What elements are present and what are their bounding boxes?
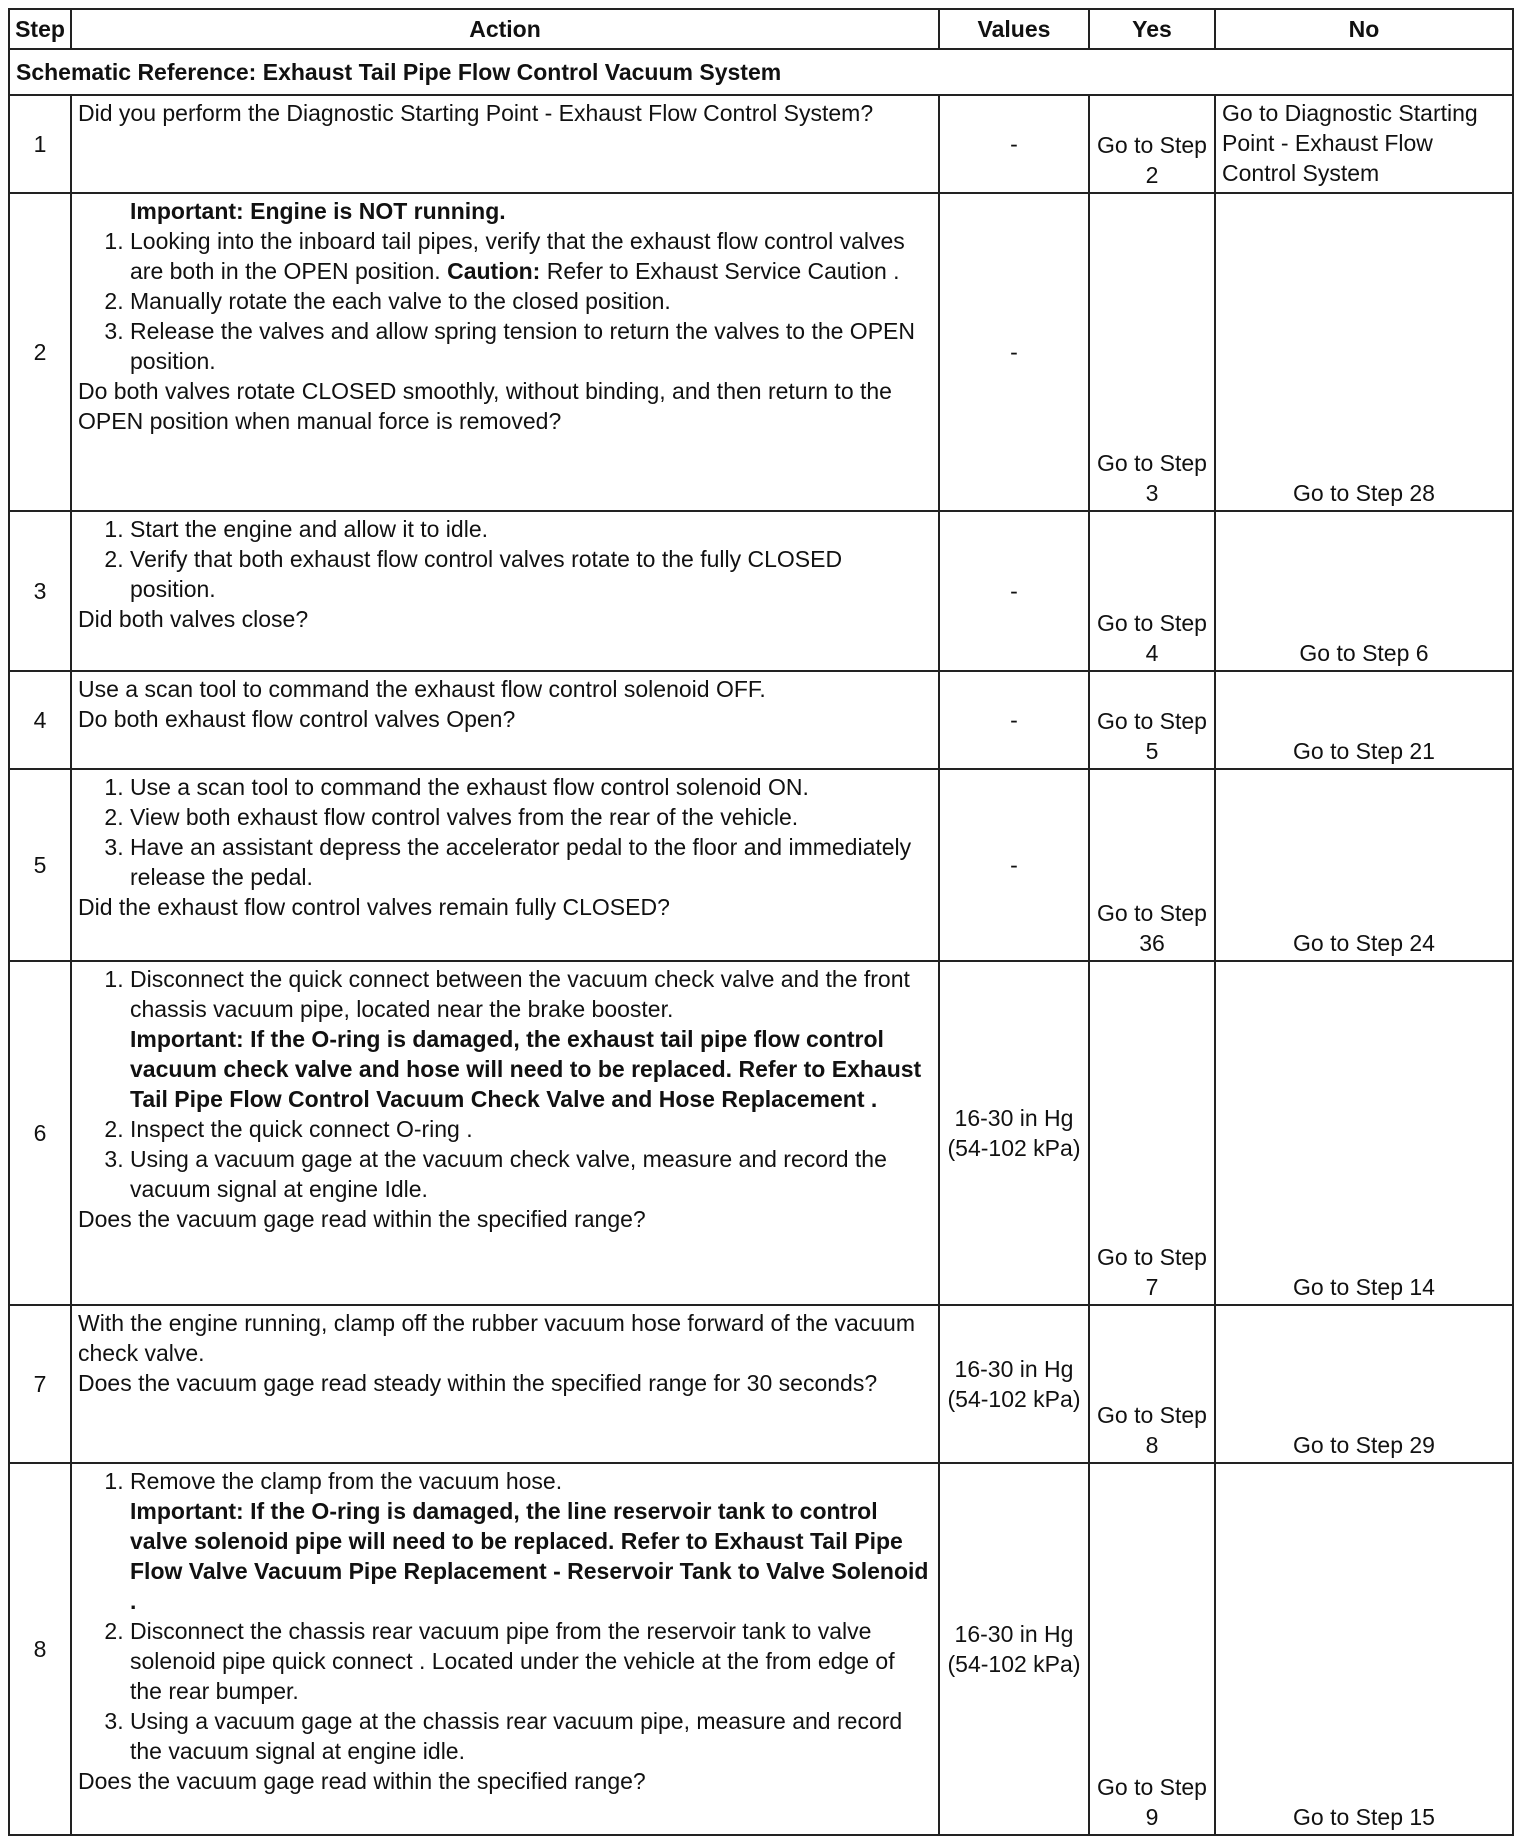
list-item: 2. Manually rotate the each valve to the closed position. bbox=[130, 286, 932, 316]
step-number: 2 bbox=[9, 193, 71, 511]
yes-cell: Go to Step 4 bbox=[1089, 511, 1215, 671]
question-text: Does the vacuum gage read within the specified range? bbox=[78, 1768, 646, 1794]
column-header-yes: Yes bbox=[1089, 9, 1215, 49]
no-cell: Go to Step 21 bbox=[1215, 671, 1513, 769]
important-note: Important: Engine is NOT running. bbox=[130, 198, 506, 224]
list-item: 1. Start the engine and allow it to idle. bbox=[130, 514, 932, 544]
step-number: 8 bbox=[9, 1463, 71, 1835]
action-cell bbox=[71, 769, 939, 961]
table-row bbox=[9, 95, 1513, 193]
list-item: 1. Remove the clamp from the vacuum hose. Important: If the O-ring is damaged, the line reservoir tank to control valve solenoid pipe will need to be replaced. Refer to Exhaust Tail Pipe Flow Valve Vacuum Pipe Replacement - Reservoir Tank to Valve Solenoid . bbox=[130, 1466, 932, 1616]
diagnostic-table bbox=[8, 8, 1514, 1836]
list-item: 2. View both exhaust flow control valves from the rear of the vehicle. bbox=[130, 802, 932, 832]
step-number: 6 bbox=[9, 961, 71, 1305]
action-cell bbox=[71, 95, 939, 193]
question-text: Do both valves rotate CLOSED smoothly, without binding, and then return to the OPEN position when manual force is removed? bbox=[78, 378, 892, 434]
no-cell: Go to Step 29 bbox=[1215, 1305, 1513, 1463]
no-cell: Go to Diagnostic Starting Point - Exhaust Flow Control System bbox=[1215, 95, 1513, 193]
table-row bbox=[9, 769, 1513, 961]
yes-cell: Go to Step 5 bbox=[1089, 671, 1215, 769]
header-row bbox=[9, 9, 1513, 49]
action-list bbox=[78, 514, 932, 604]
question-text: Does the vacuum gage read steady within the specified range for 30 seconds? bbox=[78, 1370, 878, 1396]
list-item: 3. Using a vacuum gage at the chassis rear vacuum pipe, measure and record the vacuum signal at engine idle. bbox=[130, 1706, 932, 1766]
action-text: Did you perform the Diagnostic Starting Point - Exhaust Flow Control System? bbox=[78, 100, 874, 126]
yes-cell: Go to Step 8 bbox=[1089, 1305, 1215, 1463]
action-text: With the engine running, clamp off the rubber vacuum hose forward of the vacuum check valve. bbox=[78, 1310, 915, 1366]
yes-cell: Go to Step 3 bbox=[1089, 193, 1215, 511]
action-cell bbox=[71, 511, 939, 671]
values-cell: - bbox=[939, 769, 1089, 961]
table-row bbox=[9, 1463, 1513, 1835]
list-item: 2. Inspect the quick connect O-ring . bbox=[130, 1114, 932, 1144]
list-item: 3. Release the valves and allow spring tension to return the valves to the OPEN position. bbox=[130, 316, 932, 376]
step-number: 3 bbox=[9, 511, 71, 671]
table-row bbox=[9, 193, 1513, 511]
action-cell bbox=[71, 961, 939, 1305]
values-cell: - bbox=[939, 671, 1089, 769]
diagnostic-table-page bbox=[8, 8, 1512, 1836]
caution-text: Refer to Exhaust Service Caution . bbox=[540, 258, 900, 284]
yes-cell: Go to Step 7 bbox=[1089, 961, 1215, 1305]
schematic-row bbox=[9, 49, 1513, 95]
list-item: 3. Have an assistant depress the accelerator pedal to the floor and immediately release the pedal. bbox=[130, 832, 932, 892]
table-row bbox=[9, 961, 1513, 1305]
no-cell: Go to Step 24 bbox=[1215, 769, 1513, 961]
action-cell bbox=[71, 1463, 939, 1835]
yes-cell: Go to Step 2 bbox=[1089, 95, 1215, 193]
no-cell: Go to Step 14 bbox=[1215, 961, 1513, 1305]
action-list bbox=[78, 772, 932, 892]
question-text: Did the exhaust flow control valves remain fully CLOSED? bbox=[78, 894, 670, 920]
step-number: 1 bbox=[9, 95, 71, 193]
column-header-no: No bbox=[1215, 9, 1513, 49]
values-cell: - bbox=[939, 95, 1089, 193]
column-header-action: Action bbox=[71, 9, 939, 49]
question-text: Did both valves close? bbox=[78, 606, 309, 632]
step-number: 7 bbox=[9, 1305, 71, 1463]
list-item: 1. Use a scan tool to command the exhaust flow control solenoid ON. bbox=[130, 772, 932, 802]
question-text: Does the vacuum gage read within the specified range? bbox=[78, 1206, 646, 1232]
important-note: Important: If the O-ring is damaged, the exhaust tail pipe flow control vacuum check valve and hose will need to be replaced. Refer to Exhaust Tail Pipe Flow Control Vacuum Check Valve and Hose Replacement . bbox=[130, 1026, 922, 1112]
step-number: 5 bbox=[9, 769, 71, 961]
values-cell: 16-30 in Hg (54-102 kPa) bbox=[939, 961, 1089, 1305]
yes-cell: Go to Step 9 bbox=[1089, 1463, 1215, 1835]
action-text: Use a scan tool to command the exhaust flow control solenoid OFF. bbox=[78, 676, 766, 702]
question-text: Do both exhaust flow control valves Open? bbox=[78, 706, 516, 732]
yes-cell: Go to Step 36 bbox=[1089, 769, 1215, 961]
column-header-values: Values bbox=[939, 9, 1089, 49]
table-row bbox=[9, 1305, 1513, 1463]
important-note: Important: If the O-ring is damaged, the line reservoir tank to control valve solenoid pipe will need to be replaced. Refer to Exhaust Tail Pipe Flow Valve Vacuum Pipe Replacement - Reservoir Tank to Valve Solenoid . bbox=[130, 1498, 929, 1614]
list-item: 3. Using a vacuum gage at the vacuum check valve, measure and record the vacuum signal at engine Idle. bbox=[130, 1144, 932, 1204]
list-item: 1. Disconnect the quick connect between the vacuum check valve and the front chassis vacuum pipe, located near the brake booster. Important: If the O-ring is damaged, the exhaust tail pipe flow control vacuum check valve and hose will need to be replaced. Refer to Exhaust Tail Pipe Flow Control Vacuum Check Valve and Hose Replacement . bbox=[130, 964, 932, 1114]
caution-label: Caution: bbox=[447, 258, 541, 284]
table-row bbox=[9, 511, 1513, 671]
step-number: 4 bbox=[9, 671, 71, 769]
list-item: 1. Looking into the inboard tail pipes, verify that the exhaust flow control valves are both in the OPEN position. Caution: Refer to Exhaust Service Caution . bbox=[130, 226, 932, 286]
action-list bbox=[78, 964, 932, 1204]
table-row bbox=[9, 671, 1513, 769]
action-cell bbox=[71, 1305, 939, 1463]
values-cell: 16-30 in Hg (54-102 kPa) bbox=[939, 1305, 1089, 1463]
schematic-reference: Schematic Reference: Exhaust Tail Pipe Flow Control Vacuum System bbox=[9, 49, 1513, 95]
list-item: 2. Verify that both exhaust flow control valves rotate to the fully CLOSED position. bbox=[130, 544, 932, 604]
action-list bbox=[78, 226, 932, 376]
action-cell bbox=[71, 671, 939, 769]
values-cell: - bbox=[939, 193, 1089, 511]
no-cell: Go to Step 6 bbox=[1215, 511, 1513, 671]
values-cell: - bbox=[939, 511, 1089, 671]
action-cell bbox=[71, 193, 939, 511]
action-list bbox=[78, 1466, 932, 1766]
values-cell: 16-30 in Hg (54-102 kPa) bbox=[939, 1463, 1089, 1835]
no-cell: Go to Step 28 bbox=[1215, 193, 1513, 511]
list-item: 2. Disconnect the chassis rear vacuum pipe from the reservoir tank to valve solenoid pipe quick connect . Located under the vehicle at the from edge of the rear bumper. bbox=[130, 1616, 932, 1706]
column-header-step: Step bbox=[9, 9, 71, 49]
no-cell: Go to Step 15 bbox=[1215, 1463, 1513, 1835]
